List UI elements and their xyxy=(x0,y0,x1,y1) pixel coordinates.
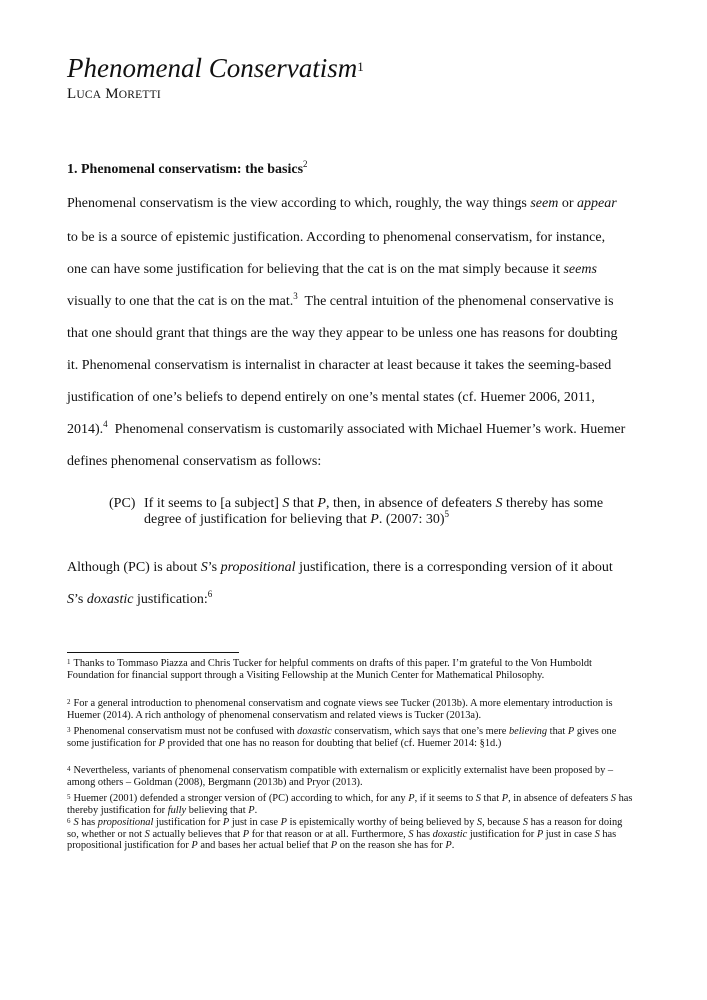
paper-title: Phenomenal Conservatism$^1$ xyxy=(67,53,364,83)
footnote-5: $^5$ Huemer (2001) defended a stronger version of (PC) according to which, for any P, if it seems to S that P, in absence of defeaters S has thereby justification for fully believing that P. xyxy=(67,793,633,816)
body-line: 2014).$^4$ Phenomenal conservatism is customarily associated with Michael Huemer’s work. Huemer xyxy=(67,419,626,437)
footnote-2: $^2$ For a general introduction to phenomenal conservatism and cognate views see Tucker (2013b). A more elementary introduction is Huemer (2014). A rich anthology of phenomenal conservatism and related views is Tucker (2013a). xyxy=(67,698,613,721)
footnote-4: $^4$ Nevertheless, variants of phenomenal conservatism compatible with externalism or explicitly externalist have been proposed by – among others – Goldman (2008), Bergmann (2013b) and Pryor (2013). xyxy=(67,765,614,788)
footnote-ref-2[interactable]: 2 xyxy=(303,159,308,169)
footnote-ref-4[interactable]: 4 xyxy=(103,419,108,429)
footnote-ref-1[interactable]: 1 xyxy=(357,59,364,74)
footnote-6: $^6$ S has propositional justification for P just in case P is epistemically worthy of being believed by S, because S has a reason for doing so, whether or not S actually believes that P for that reason or at all. Furthermore, S has doxastic justification for P just in case S has propositional justification for P and bases her actual belief that P on the reason she has for P. xyxy=(67,817,623,851)
block-quote-label: (PC) xyxy=(109,496,136,511)
footnote-ref-3[interactable]: 3 xyxy=(293,291,298,301)
section-heading: 1. Phenomenal conservatism: the basics$^2$ xyxy=(67,159,308,177)
block-quote-line: degree of justification for believing that P. (2007: 30)$^5$ xyxy=(144,509,450,527)
footnote-3: $^3$ Phenomenal conservatism must not be confused with doxastic conservatism, which says that one’s mere believing that P gives one some justification for P provided that one has no reason for doubting that belief (cf. Huemer 2014: §1d.) xyxy=(67,726,617,749)
body-line: justification of one’s beliefs to depend entirely on one’s mental states (cf. Huemer 2006, 2011, xyxy=(67,390,595,405)
body-line: one can have some justification for believing that the cat is on the mat simply because it seems xyxy=(67,262,597,277)
body-line: it. Phenomenal conservatism is internalist in character at least because it takes the seeming-based xyxy=(67,358,612,373)
body-line: defines phenomenal conservatism as follows: xyxy=(67,454,322,469)
body-line: to be is a source of epistemic justification. According to phenomenal conservatism, for instance, xyxy=(67,230,606,245)
footnote-1: $^1$ Thanks to Tommaso Piazza and Chris Tucker for helpful comments on drafts of this paper. I’m grateful to the Von Humboldt Foundation for financial support through a Visiting Fellowship at the Munich Center for Mathematical Philosophy. xyxy=(67,658,592,681)
footnote-divider xyxy=(67,652,239,653)
body-line: S’s doxastic justification:$^6$ xyxy=(67,589,213,607)
footnote-ref-6[interactable]: 6 xyxy=(207,589,213,599)
footnote-ref-5[interactable]: 5 xyxy=(444,509,450,519)
body-line: that one should grant that things are the way they appear to be unless one has reasons for doubting xyxy=(67,326,618,341)
author-name: LUCA MORETTI xyxy=(67,86,161,102)
body-line: visually to one that the cat is on the mat.$^3$ The central intuition of the phenomenal conservative is xyxy=(67,291,614,309)
body-line: Although (PC) is about S’s propositional justification, there is a corresponding version of it about xyxy=(67,560,613,575)
block-quote-line: If it seems to [a subject] S that P, then, in absence of defeaters S thereby has some xyxy=(144,496,604,511)
body-line: Phenomenal conservatism is the view according to which, roughly, the way things seem or appear xyxy=(67,196,617,211)
